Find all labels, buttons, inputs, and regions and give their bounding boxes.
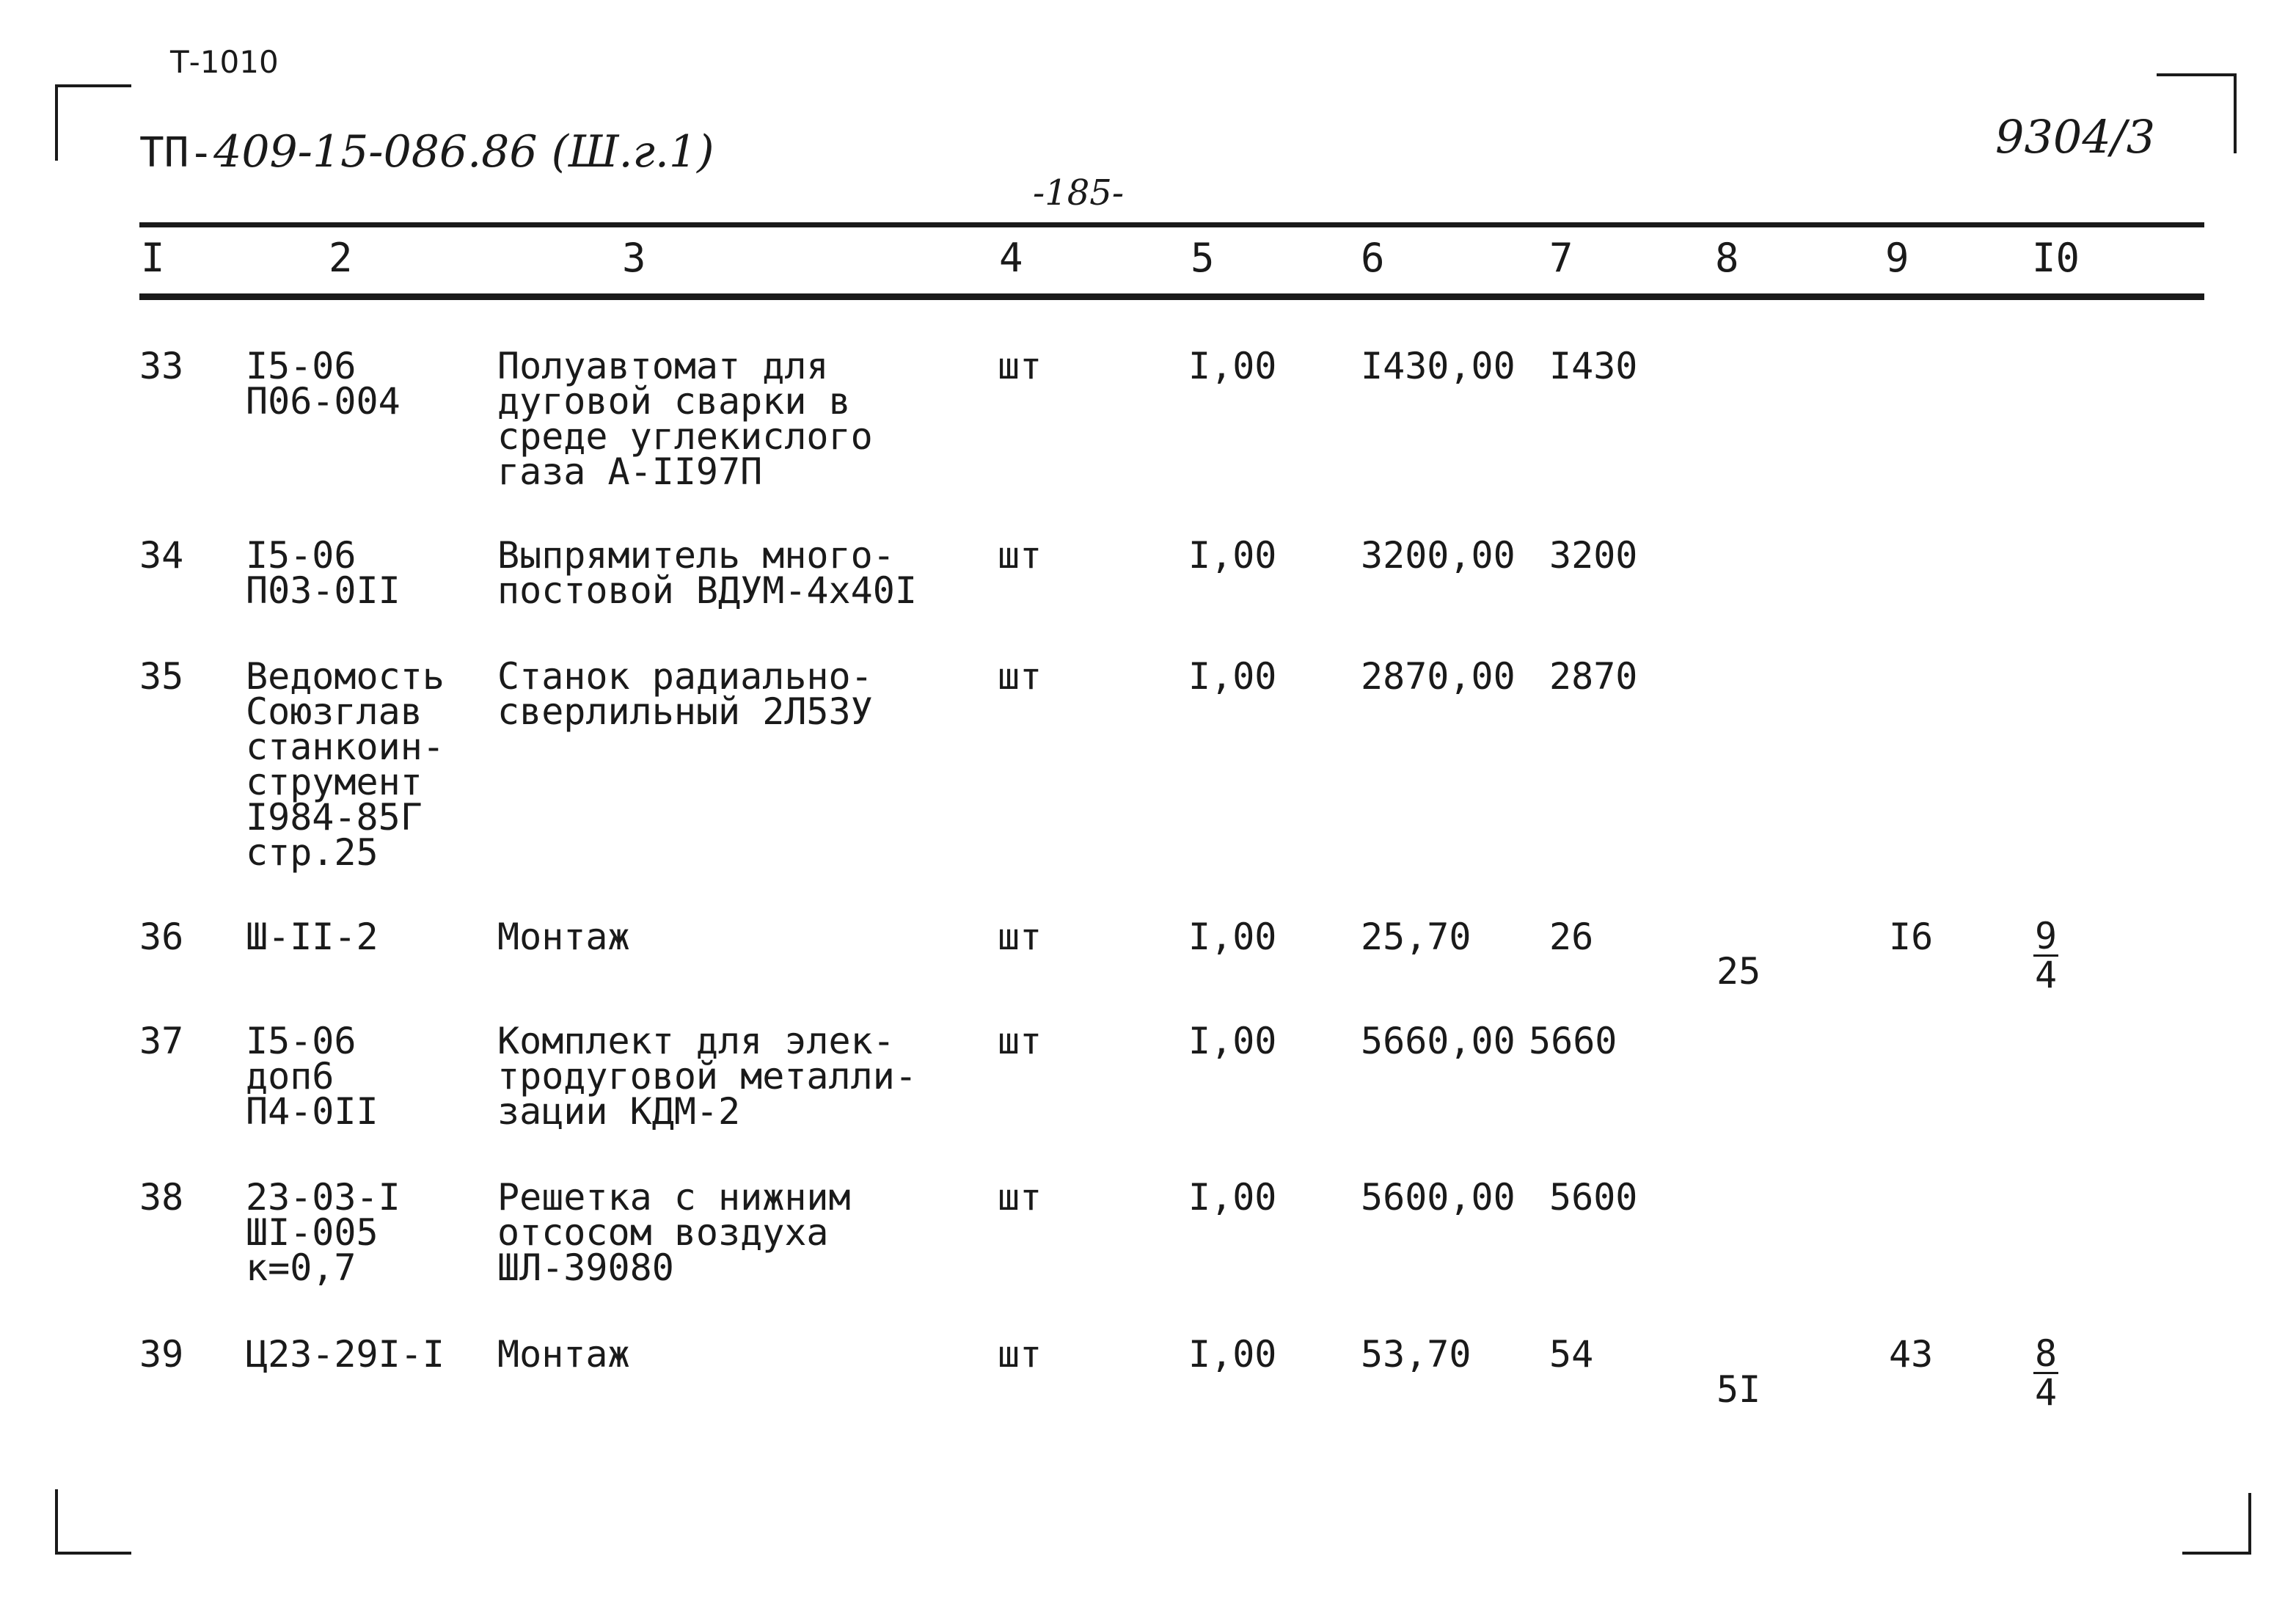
total-cost: 3200	[1549, 534, 1638, 577]
column-8-value: 25	[1716, 950, 1761, 993]
unit-price: 5660,00	[1361, 1020, 1516, 1062]
total-cost: 54	[1549, 1333, 1594, 1376]
unit: шт	[998, 1176, 1042, 1219]
document-number-handwritten: 409-15-086.86 (Ш.г.1)	[213, 126, 714, 178]
item-name: Монтаж	[497, 916, 630, 958]
price-code: 23-03-I ШI-005 к=0,7	[246, 1176, 401, 1289]
unit-price: 5600,00	[1361, 1176, 1516, 1219]
item-name: Решетка с нижним отсосом воздуха ШЛ-39080	[497, 1176, 851, 1289]
row-number: 39	[139, 1333, 184, 1376]
price-code: I5-06 П03-0II	[246, 534, 401, 612]
unit: шт	[998, 345, 1042, 387]
fraction-numerator: 9	[2034, 915, 2058, 957]
column-header-1: I	[141, 235, 165, 281]
price-code: Ц23-29I-I	[246, 1333, 445, 1376]
column-header-6: 6	[1361, 235, 1385, 281]
total-cost: 5600	[1549, 1176, 1638, 1219]
corner-mark-bottom-right	[2182, 1493, 2251, 1555]
column-header-9: 9	[1885, 235, 1909, 281]
row-number: 38	[139, 1176, 184, 1219]
quantity: I,00	[1188, 655, 1277, 698]
unit: шт	[998, 534, 1042, 577]
quantity: I,00	[1188, 1333, 1277, 1376]
item-name: Выпрямитель много- постовой ВДУМ-4х40I	[497, 534, 917, 612]
table-header-rule	[139, 293, 2204, 300]
unit-price: 2870,00	[1361, 655, 1516, 698]
row-number: 33	[139, 345, 184, 387]
column-header-4: 4	[999, 235, 1023, 281]
unit-price: I430,00	[1361, 345, 1516, 387]
price-code: Ведомость Союзглав станкоин- струмент I984-85Г стр.25	[246, 655, 445, 874]
table-top-rule	[139, 222, 2204, 227]
quantity: I,00	[1188, 534, 1277, 577]
archive-number: 9304/3	[1995, 110, 2156, 164]
column-9-value: 43	[1889, 1333, 1934, 1376]
unit: шт	[998, 916, 1042, 958]
row-number: 34	[139, 534, 184, 577]
corner-mark-top-left	[55, 84, 131, 161]
column-8-value: 5I	[1716, 1368, 1761, 1411]
document-number-prefix: ТП-	[139, 129, 214, 177]
unit: шт	[998, 655, 1042, 698]
total-cost: 26	[1549, 916, 1594, 958]
column-10-fraction	[2033, 915, 2058, 996]
sheet-code: Т-1010	[170, 44, 279, 80]
quantity: I,00	[1188, 1176, 1277, 1219]
unit-price: 25,70	[1361, 916, 1471, 958]
row-number: 35	[139, 655, 184, 698]
price-code: Ш-II-2	[246, 916, 379, 958]
price-code: I5-06 доп6 П4-0II	[246, 1020, 379, 1133]
column-10-fraction	[2033, 1332, 2058, 1414]
column-header-5: 5	[1191, 235, 1215, 281]
row-number: 37	[139, 1020, 184, 1062]
item-name: Монтаж	[497, 1333, 630, 1376]
item-name: Станок радиально- сверлильный 2Л53У	[497, 655, 873, 733]
column-header-7: 7	[1549, 235, 1573, 281]
document-number	[139, 126, 714, 178]
column-header-3: 3	[622, 235, 646, 281]
fraction-denominator: 4	[2034, 1371, 2058, 1414]
quantity: I,00	[1188, 916, 1277, 958]
unit-price: 3200,00	[1361, 534, 1516, 577]
unit-price: 53,70	[1361, 1333, 1471, 1376]
total-cost: 5660	[1529, 1020, 1617, 1062]
fraction-numerator: 8	[2034, 1332, 2058, 1375]
column-header-10: I0	[2032, 235, 2080, 281]
item-name: Полуавтомат для дуговой сварки в среде углекислого газа А-II97П	[497, 345, 873, 493]
quantity: I,00	[1188, 345, 1277, 387]
corner-mark-top-right	[2157, 73, 2237, 153]
item-name: Комплект для элек- тродуговой металли- зации КДМ-2	[497, 1020, 917, 1133]
unit: шт	[998, 1333, 1042, 1376]
column-header-2: 2	[329, 235, 353, 281]
fraction-denominator: 4	[2034, 954, 2058, 996]
corner-mark-bottom-left	[55, 1489, 131, 1555]
total-cost: I430	[1549, 345, 1638, 387]
page-number: -185-	[1033, 172, 1125, 213]
price-code: I5-06 П06-004	[246, 345, 401, 423]
unit: шт	[998, 1020, 1042, 1062]
row-number: 36	[139, 916, 184, 958]
column-9-value: I6	[1889, 916, 1934, 958]
total-cost: 2870	[1549, 655, 1638, 698]
column-header-8: 8	[1715, 235, 1739, 281]
quantity: I,00	[1188, 1020, 1277, 1062]
